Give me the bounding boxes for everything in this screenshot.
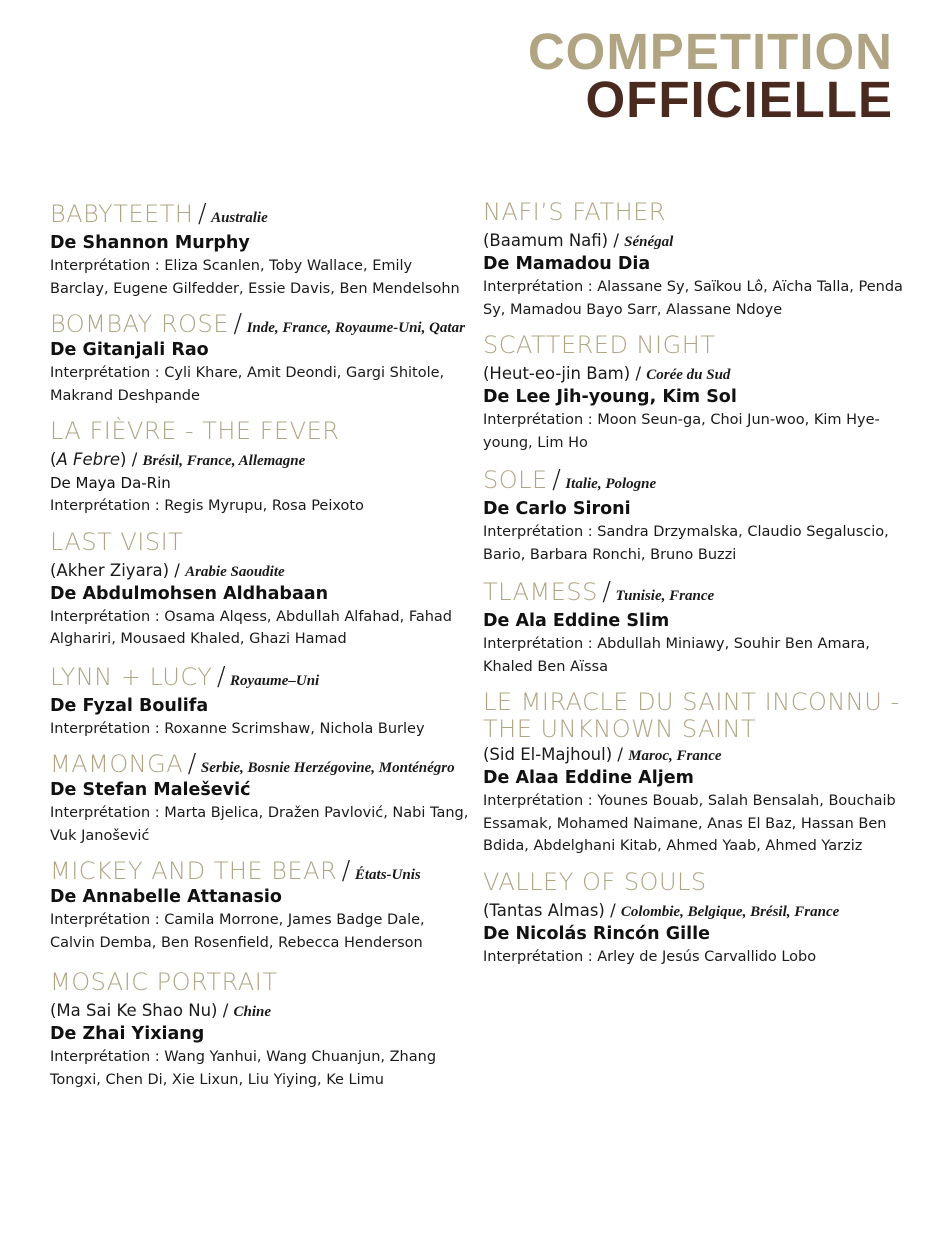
- film-director: De Ala Eddine Slim: [483, 611, 670, 631]
- film-cast: Interprétation : Roxanne Scrimshaw, Nichola Burley: [50, 720, 425, 737]
- film-country: Brésil, France, Allemagne: [142, 453, 306, 469]
- film-original-title: (Heut-eo-jin Bam) /: [483, 364, 641, 383]
- film-title: MICKEY AND THE BEAR: [50, 857, 338, 885]
- film-title: BABYTEETH: [50, 200, 194, 228]
- film-entry: [483, 466, 903, 566]
- film-title: LA FIÈVRE - THE FEVER: [50, 417, 340, 445]
- film-director: De Abdulmohsen Aldhabaan: [50, 583, 329, 604]
- film-director: De Mamadou Dia: [483, 254, 651, 274]
- orig-close: ) /: [120, 450, 138, 469]
- film-country: Corée du Sud: [646, 367, 731, 383]
- film-entry: [483, 867, 903, 969]
- orig-open: (: [50, 450, 57, 469]
- film-title: NAFI’S FATHER: [483, 198, 666, 226]
- title-slash: /: [341, 856, 351, 886]
- film-country: Serbie, Bosnie Herzégovine, Monténégro: [200, 760, 455, 776]
- film-country: Italie, Pologne: [565, 476, 657, 492]
- film-director: De Stefan Malešević: [50, 780, 251, 800]
- left-column: [50, 200, 470, 1101]
- film-entry: [50, 749, 470, 847]
- title-slash: /: [197, 199, 207, 229]
- film-original-title: (Baamum Nafi) /: [483, 231, 619, 250]
- film-director: De Annabelle Attanasio: [50, 887, 282, 907]
- film-entry: [483, 333, 903, 454]
- film-entry: [483, 690, 903, 858]
- film-country: Colombie, Belgique, Brésil, France: [620, 903, 840, 920]
- film-cast: Interprétation : Younes Bouab, Salah Bensalah, Bouchaib Essamak, Mohamed Naimane, Anas El Baz, Hassan Ben Bdida, Abdelghani Kitab, Ahmed Yaab, Ahmed Yarziz: [483, 793, 896, 854]
- film-title: BOMBAY ROSE: [50, 310, 229, 338]
- film-director: De Alaa Eddine Aljem: [483, 768, 694, 788]
- film-director: De Gitanjali Rao: [50, 340, 209, 360]
- film-title: TLAMESS: [483, 578, 598, 606]
- header-competition: COMPETITION: [527, 23, 893, 80]
- film-cast: Interprétation : Arley de Jesús Carvallido Lobo: [483, 948, 817, 965]
- film-cast: Interprétation : Eliza Scanlen, Toby Wallace, Emily Barclay, Eugene Gilfedder, Essie Davis, Ben Mendelsohn: [50, 258, 460, 297]
- film-entry: [50, 970, 470, 1091]
- film-country: Arabie Saoudite: [185, 563, 285, 580]
- film-entry: [50, 856, 470, 954]
- page-header: [527, 23, 893, 128]
- film-country: Maroc, France: [628, 748, 722, 764]
- film-title: LE MIRACLE DU SAINT INCONNU - THE UNKNOWN SAINT: [483, 688, 900, 743]
- title-slash: /: [216, 661, 226, 692]
- film-entry: [50, 663, 470, 741]
- film-original-title: (Akher Ziyara) /: [50, 560, 180, 580]
- title-slash: /: [187, 749, 197, 779]
- film-cast: Interprétation : Regis Myrupu, Rosa Peixoto: [50, 498, 364, 514]
- film-cast: Interprétation : Cyli Khare, Amit Deondi, Gargi Shitole, Makrand Deshpande: [50, 365, 445, 404]
- film-entry: [50, 200, 470, 300]
- film-entry: [50, 309, 470, 407]
- film-country: Royaume–Uni: [230, 672, 320, 689]
- film-country: Inde, France, Royaume-Uni, Qatar: [246, 320, 465, 336]
- title-slash: /: [552, 465, 561, 495]
- title-slash: /: [602, 577, 612, 607]
- right-column: [483, 200, 903, 978]
- film-cast: Interprétation : Osama Alqess, Abdullah Alfahad, Fahad Alghariri, Mousaed Khaled, Ghazi Hamad: [50, 608, 452, 647]
- film-cast: Interprétation : Marta Bjelica, Dražen Pavlović, Nabi Tang, Vuk Janošević: [50, 805, 469, 844]
- film-country: États-Unis: [354, 867, 421, 883]
- film-director: De Zhai Yixiang: [50, 1024, 205, 1044]
- film-entry: [483, 200, 903, 321]
- film-title: MAMONGA: [50, 750, 184, 778]
- film-original-title: A Febre: [56, 450, 121, 469]
- film-original-title: (Tantas Almas) /: [483, 900, 616, 920]
- film-cast: Interprétation : Camila Morrone, James Badge Dale, Calvin Demba, Ben Rosenfield, Rebecca Henderson: [50, 912, 425, 951]
- film-country: Tunisie, France: [615, 588, 715, 604]
- title-slash: /: [233, 309, 243, 339]
- film-cast: Interprétation : Sandra Drzymalska, Claudio Segaluscio, Bario, Barbara Ronchi, Bruno Buzzi: [483, 524, 889, 563]
- film-title: LYNN + LUCY: [50, 662, 213, 691]
- film-entry: [50, 419, 470, 518]
- film-original-title: (Ma Sai Ke Shao Nu) /: [50, 1001, 229, 1020]
- film-cast: Interprétation : Alassane Sy, Saïkou Lô, Aïcha Talla, Penda Sy, Mamadou Bayo Sarr, Alassane Ndoye: [483, 279, 903, 318]
- film-country: Australie: [211, 210, 268, 226]
- film-director: De Carlo Sironi: [483, 499, 631, 519]
- header-officielle: OFFICIELLE: [585, 71, 893, 128]
- film-entry: [483, 578, 903, 678]
- film-director: De Maya Da-Rin: [50, 474, 171, 492]
- film-title: SCATTERED NIGHT: [483, 331, 716, 359]
- film-director: De Fyzal Boulifa: [50, 695, 209, 716]
- film-country: Chine: [233, 1004, 272, 1020]
- film-title: VALLEY OF SOULS: [483, 867, 707, 896]
- film-cast: Interprétation : Wang Yanhui, Wang Chuanjun, Zhang Tongxi, Chen Di, Xie Lixun, Liu Yiying, Ke Limu: [50, 1049, 437, 1088]
- film-director: De Nicolás Rincón Gille: [483, 923, 710, 944]
- film-original-title: (Sid El-Majhoul) /: [483, 745, 623, 764]
- film-title: LAST VISIT: [50, 527, 184, 556]
- film-director: De Shannon Murphy: [50, 233, 250, 253]
- film-cast: Interprétation : Abdullah Miniawy, Souhir Ben Amara, Khaled Ben Aïssa: [483, 636, 870, 675]
- film-title: MOSAIC PORTRAIT: [50, 968, 278, 996]
- film-cast: Interprétation : Moon Seun-ga, Choi Jun-woo, Kim Hye-young, Lim Ho: [483, 412, 880, 451]
- film-entry: [50, 527, 470, 651]
- film-director: De Lee Jih-young, Kim Sol: [483, 387, 737, 407]
- film-title: SOLE: [483, 466, 548, 494]
- film-country: Sénégal: [624, 234, 674, 250]
